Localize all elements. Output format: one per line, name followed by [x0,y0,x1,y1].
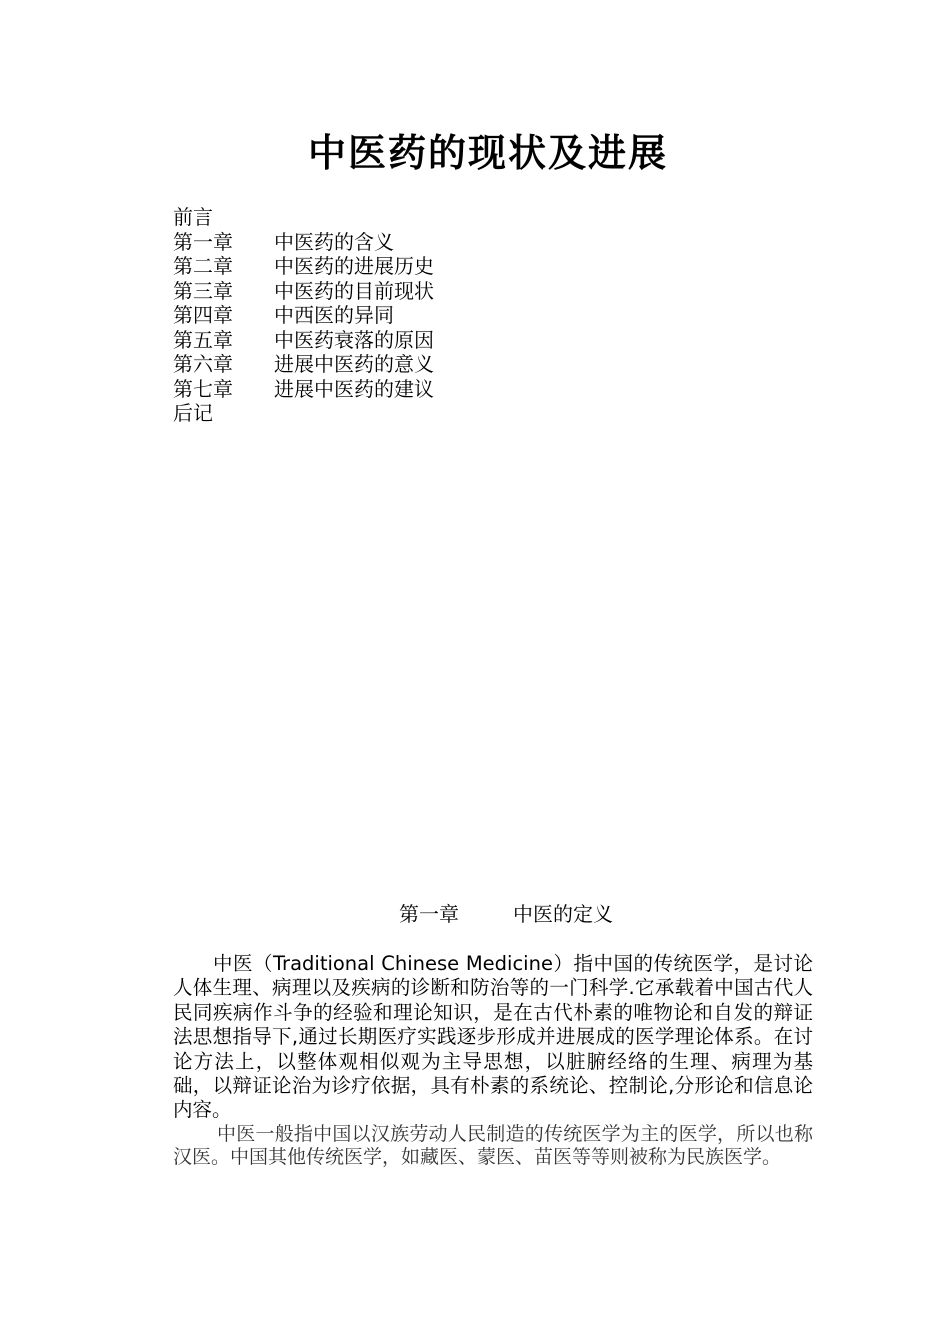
toc-item-number: 第三章 [173,278,233,303]
toc-item [173,303,434,328]
chapter-title: 中医的定义 [513,902,613,926]
toc-item-number: 前言 [173,205,213,229]
table-of-contents [173,205,434,426]
toc-item [173,230,434,255]
toc-item [173,352,434,377]
toc-item [173,254,434,279]
toc-item-label: 中医药衰落的原因 [274,327,434,352]
toc-item [173,401,434,426]
paragraph: 中医（Traditional Chinese Medicine）指中国的传统医学，是讨论人体生理、病理以及疾病的诊断和防治等的一门科学.它承载着中国古代人民同疾病作斗争的经验和理论知识，是在古代朴素的唯物论和自发的辩证法思想指导下,通过长期医疗实践逐步形成并进展成的医学理论体系。在讨论方法上，以整体观相似观为主导思想，以脏腑经络的生理、病理为基础，以辩证论治为诊疗依据，具有朴素的系统论、控制论,分形论和信息论内容。 [173,952,813,1122]
toc-item-label: 中西医的异同 [274,303,394,327]
toc-item [173,328,434,353]
toc-item [173,377,434,402]
toc-item-number: 第四章 [173,303,233,327]
toc-item-number: 第六章 [173,352,233,376]
toc-item [173,205,434,230]
chapter-heading [399,900,613,928]
toc-item-number: 第五章 [173,327,233,352]
toc-item-number: 第二章 [173,254,233,278]
chapter-body [173,952,813,1170]
chapter-number: 第一章 [399,902,459,926]
toc-item-number: 第七章 [173,376,233,401]
document-title: 中医药的现状及进展 [307,130,668,175]
toc-item-label: 中医药的目前现状 [274,278,434,303]
toc-item-label: 中医药的含义 [274,229,394,254]
toc-item-number: 后记 [173,401,213,425]
toc-item [173,279,434,304]
toc-item-label: 进展中医药的建议 [274,376,434,401]
paragraph: 中医一般指中国以汉族劳动人民制造的传统医学为主的医学，所以也称汉医。中国其他传统医学，如藏医、蒙医、苗医等等则被称为民族医学。 [173,1122,813,1169]
toc-item-label: 进展中医药的意义 [274,352,434,376]
toc-item-label: 中医药的进展历史 [274,254,434,278]
toc-item-number: 第一章 [173,229,233,254]
